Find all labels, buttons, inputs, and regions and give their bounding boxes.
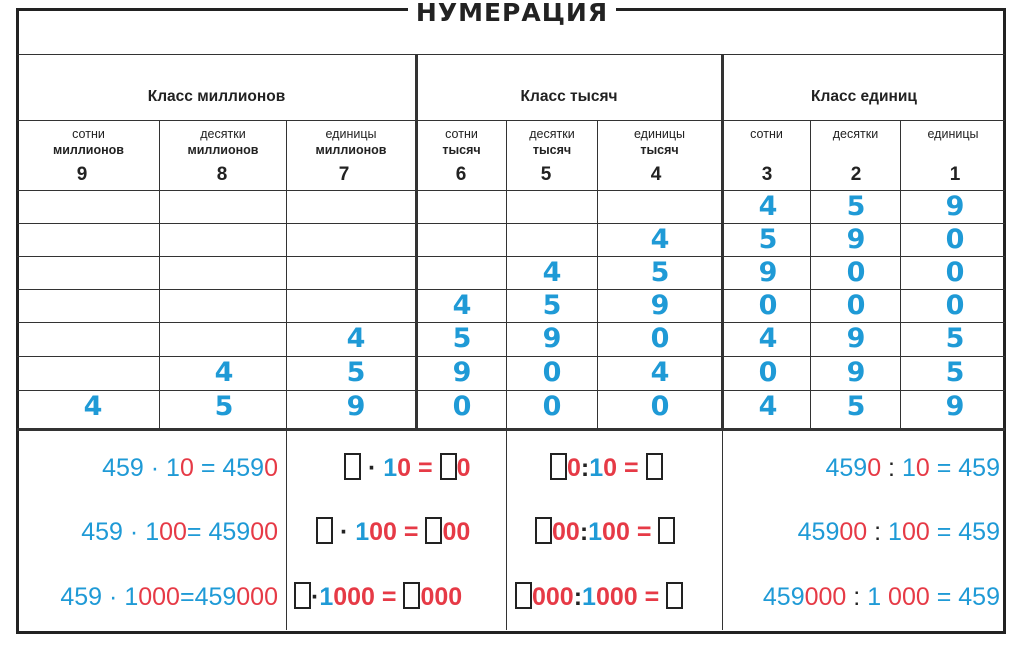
- eq-result-zeros: 0: [456, 454, 471, 482]
- blank-box: [550, 453, 567, 480]
- digit-cell: 4: [650, 224, 670, 255]
- digit-cell: 4: [346, 323, 366, 354]
- rank-number: 2: [850, 164, 862, 185]
- divider: [415, 54, 418, 430]
- digit-cell: 5: [846, 391, 866, 422]
- digit-cell: 4: [452, 290, 472, 321]
- class-header-thousands: Класс тысяч: [520, 88, 618, 105]
- rank-number: 1: [949, 164, 961, 185]
- eq-divisor-zeros: 00: [901, 518, 930, 546]
- eq-factor: 1: [145, 518, 160, 546]
- rank-label: десятки: [832, 127, 879, 141]
- digit-cell: 5: [650, 257, 670, 288]
- blank-box: [294, 582, 311, 609]
- blank-box: [316, 517, 333, 544]
- rank-header: [417, 126, 506, 158]
- digit-cell: 0: [846, 257, 866, 288]
- eq-number: 459: [797, 518, 840, 546]
- divider: [17, 54, 1005, 55]
- divider: [900, 120, 901, 428]
- rank-header: [901, 126, 1005, 142]
- rule-divide: [515, 581, 683, 613]
- blank-box: [535, 517, 552, 544]
- digit-cell: 0: [542, 391, 562, 422]
- blank-box: [646, 453, 663, 480]
- rank-header: [160, 126, 286, 158]
- digit-cell: 4: [650, 357, 670, 388]
- eq-result-zeros: 00: [442, 518, 471, 546]
- digit-cell: 9: [945, 391, 965, 422]
- equation-multiply: [81, 516, 278, 548]
- rank-class: миллионов: [187, 143, 259, 157]
- digit-cell: 5: [945, 357, 965, 388]
- eq-equals: =: [418, 454, 433, 482]
- eq-operator: ·: [311, 583, 320, 611]
- divider: [506, 120, 507, 630]
- eq-operator: ·: [109, 583, 118, 611]
- eq-divisor: 1: [888, 518, 902, 546]
- digit-cell: 5: [214, 391, 234, 422]
- divider: [597, 120, 598, 428]
- eq-equals: =: [403, 518, 419, 546]
- eq-factor: 1: [355, 518, 370, 546]
- eq-equals: =: [644, 583, 660, 611]
- rule-multiply: [294, 581, 462, 613]
- divider: [17, 428, 1005, 431]
- eq-result-zeros: 00: [250, 518, 278, 546]
- digit-cell: 0: [650, 391, 670, 422]
- eq-equals: =: [381, 583, 397, 611]
- rank-label: сотни: [445, 127, 478, 141]
- digit-cell: 5: [846, 191, 866, 222]
- eq-equals: =: [936, 583, 952, 611]
- digit-cell: 4: [758, 191, 778, 222]
- digit-cell: 9: [542, 323, 562, 354]
- eq-divisor: 1: [589, 454, 604, 482]
- eq-dividend-zeros: 000: [532, 583, 574, 611]
- blank-box: [440, 453, 457, 480]
- eq-number: 459: [762, 583, 805, 611]
- eq-divisor-zeros: 000: [888, 583, 930, 611]
- digit-cell: 0: [452, 391, 472, 422]
- eq-operator: :: [874, 518, 882, 546]
- eq-divisor: 1: [867, 583, 889, 611]
- digit-cell: 0: [650, 323, 670, 354]
- eq-factor: 1: [124, 583, 139, 611]
- digit-cell: 0: [758, 357, 778, 388]
- blank-box: [344, 453, 361, 480]
- eq-operator: ·: [150, 454, 160, 482]
- rank-number: 6: [455, 164, 467, 185]
- digit-cell: 5: [542, 290, 562, 321]
- eq-operator: ·: [367, 454, 377, 482]
- eq-equals: =: [936, 518, 952, 546]
- digit-cell: 4: [758, 391, 778, 422]
- rank-label: сотни: [72, 127, 105, 141]
- digit-cell: 0: [945, 224, 965, 255]
- rank-number: 4: [650, 164, 662, 185]
- rule-divide: [550, 452, 663, 484]
- divider: [17, 120, 1005, 121]
- eq-factor-zeros: 00: [159, 518, 187, 546]
- blank-box: [425, 517, 442, 544]
- eq-factor-zeros: 000: [333, 583, 375, 611]
- eq-result-zeros: 000: [236, 583, 278, 611]
- digit-cell: 5: [945, 323, 965, 354]
- digit-cell: 5: [452, 323, 472, 354]
- eq-equals: =: [179, 583, 195, 611]
- page-title: НУМЕРАЦИЯ: [0, 0, 1024, 27]
- digit-cell: 4: [758, 323, 778, 354]
- eq-result: 459: [958, 518, 1000, 546]
- rule-multiply: [344, 452, 470, 484]
- eq-result: 459: [208, 518, 251, 546]
- eq-divisor: 1: [901, 454, 916, 482]
- eq-number-zeros: 000: [804, 583, 847, 611]
- divider: [810, 120, 811, 428]
- blank-box: [515, 582, 532, 609]
- eq-divisor: 1: [588, 518, 603, 546]
- divider: [722, 428, 723, 630]
- eq-number-zeros: 00: [839, 518, 868, 546]
- digit-cell: 9: [846, 357, 866, 388]
- eq-result: 459: [958, 454, 1000, 482]
- rank-label: десятки: [529, 127, 575, 141]
- divider: [721, 54, 724, 430]
- digit-cell: 9: [846, 323, 866, 354]
- digit-cell: 9: [758, 257, 778, 288]
- digit-cell: 4: [542, 257, 562, 288]
- digit-cell: 4: [214, 357, 234, 388]
- class-header-units: Класс единиц: [811, 88, 917, 105]
- equation-divide: [763, 581, 1000, 613]
- rank-label: единицы: [634, 127, 685, 141]
- digit-cell: 5: [346, 357, 366, 388]
- divider: [286, 120, 287, 630]
- eq-divisor-zeros: 0: [915, 454, 930, 482]
- eq-dividend-zeros: 0: [567, 454, 581, 482]
- eq-operator: :: [580, 454, 590, 482]
- eq-operator: :: [853, 583, 861, 611]
- digit-cell: 9: [846, 224, 866, 255]
- eq-equals: =: [936, 454, 952, 482]
- rule-divide: [535, 516, 675, 548]
- digit-cell: 0: [542, 357, 562, 388]
- rank-header: [287, 126, 415, 158]
- divider: [159, 120, 160, 428]
- eq-factor: 1: [166, 454, 180, 482]
- eq-factor-zeros: 00: [369, 518, 397, 546]
- rank-header: [18, 126, 159, 158]
- digit-cell: 9: [452, 357, 472, 388]
- eq-divisor-zeros: 00: [602, 518, 630, 546]
- rank-header: [811, 126, 900, 142]
- eq-result: 459: [194, 583, 237, 611]
- eq-result-zeros: 000: [420, 583, 463, 611]
- eq-equals: =: [200, 454, 216, 482]
- digit-cell: 0: [758, 290, 778, 321]
- digit-cell: 4: [83, 391, 103, 422]
- rank-label: сотни: [750, 127, 783, 141]
- eq-equals: =: [636, 518, 652, 546]
- rank-number: 8: [216, 164, 228, 185]
- class-header-millions: Класс миллионов: [147, 88, 286, 105]
- rank-class: миллионов: [315, 143, 387, 157]
- eq-number: 459: [60, 583, 103, 611]
- eq-result: 459: [958, 583, 1000, 611]
- eq-divisor-zeros: 000: [595, 583, 638, 611]
- eq-number: 459: [825, 454, 868, 482]
- eq-equals: =: [186, 518, 202, 546]
- eq-factor-zeros: 000: [138, 583, 180, 611]
- blank-box: [666, 582, 683, 609]
- eq-operator: :: [888, 454, 895, 482]
- digit-cell: 5: [758, 224, 778, 255]
- equation-multiply: [60, 581, 278, 613]
- rank-class: миллионов: [52, 143, 124, 157]
- rule-multiply: [316, 516, 470, 548]
- eq-result: 459: [222, 454, 265, 482]
- equation-multiply: [102, 452, 278, 484]
- rank-number: 3: [761, 164, 773, 185]
- eq-factor-zeros: 0: [179, 454, 194, 482]
- rank-class: тысяч: [442, 143, 481, 157]
- eq-equals: =: [624, 454, 639, 482]
- blank-box: [403, 582, 420, 609]
- rank-label: единицы: [927, 127, 979, 141]
- eq-number-zeros: 0: [867, 454, 882, 482]
- eq-operator: :: [573, 583, 583, 611]
- rank-number: 7: [338, 164, 350, 185]
- eq-factor: 1: [319, 583, 334, 611]
- equation-divide: [825, 452, 1000, 484]
- digit-cell: 0: [846, 290, 866, 321]
- rank-label: единицы: [325, 127, 377, 141]
- eq-factor: 1: [383, 454, 398, 482]
- rank-class: тысяч: [532, 143, 572, 157]
- eq-result-zeros: 0: [264, 454, 278, 482]
- equation-divide: [798, 516, 1000, 548]
- digit-cell: 0: [945, 257, 965, 288]
- rank-header: [507, 126, 597, 158]
- digit-cell: 9: [346, 391, 366, 422]
- rank-number: 5: [540, 164, 552, 185]
- digit-cell: 9: [650, 290, 670, 321]
- digit-cell: 0: [945, 290, 965, 321]
- blank-box: [658, 517, 675, 544]
- digit-cell: 9: [945, 191, 965, 222]
- rank-header: [598, 126, 721, 158]
- rank-number: 9: [76, 164, 88, 185]
- eq-operator: :: [579, 518, 589, 546]
- eq-dividend-zeros: 00: [552, 518, 580, 546]
- eq-factor-zeros: 0: [397, 454, 412, 482]
- rank-label: десятки: [200, 127, 246, 141]
- eq-number: 459: [102, 454, 144, 482]
- eq-operator: ·: [129, 518, 139, 546]
- eq-number: 459: [81, 518, 123, 546]
- eq-divisor: 1: [582, 583, 596, 611]
- rank-class: тысяч: [640, 143, 679, 157]
- eq-operator: ·: [339, 518, 349, 546]
- eq-divisor-zeros: 0: [603, 454, 618, 482]
- rank-header: [723, 126, 810, 142]
